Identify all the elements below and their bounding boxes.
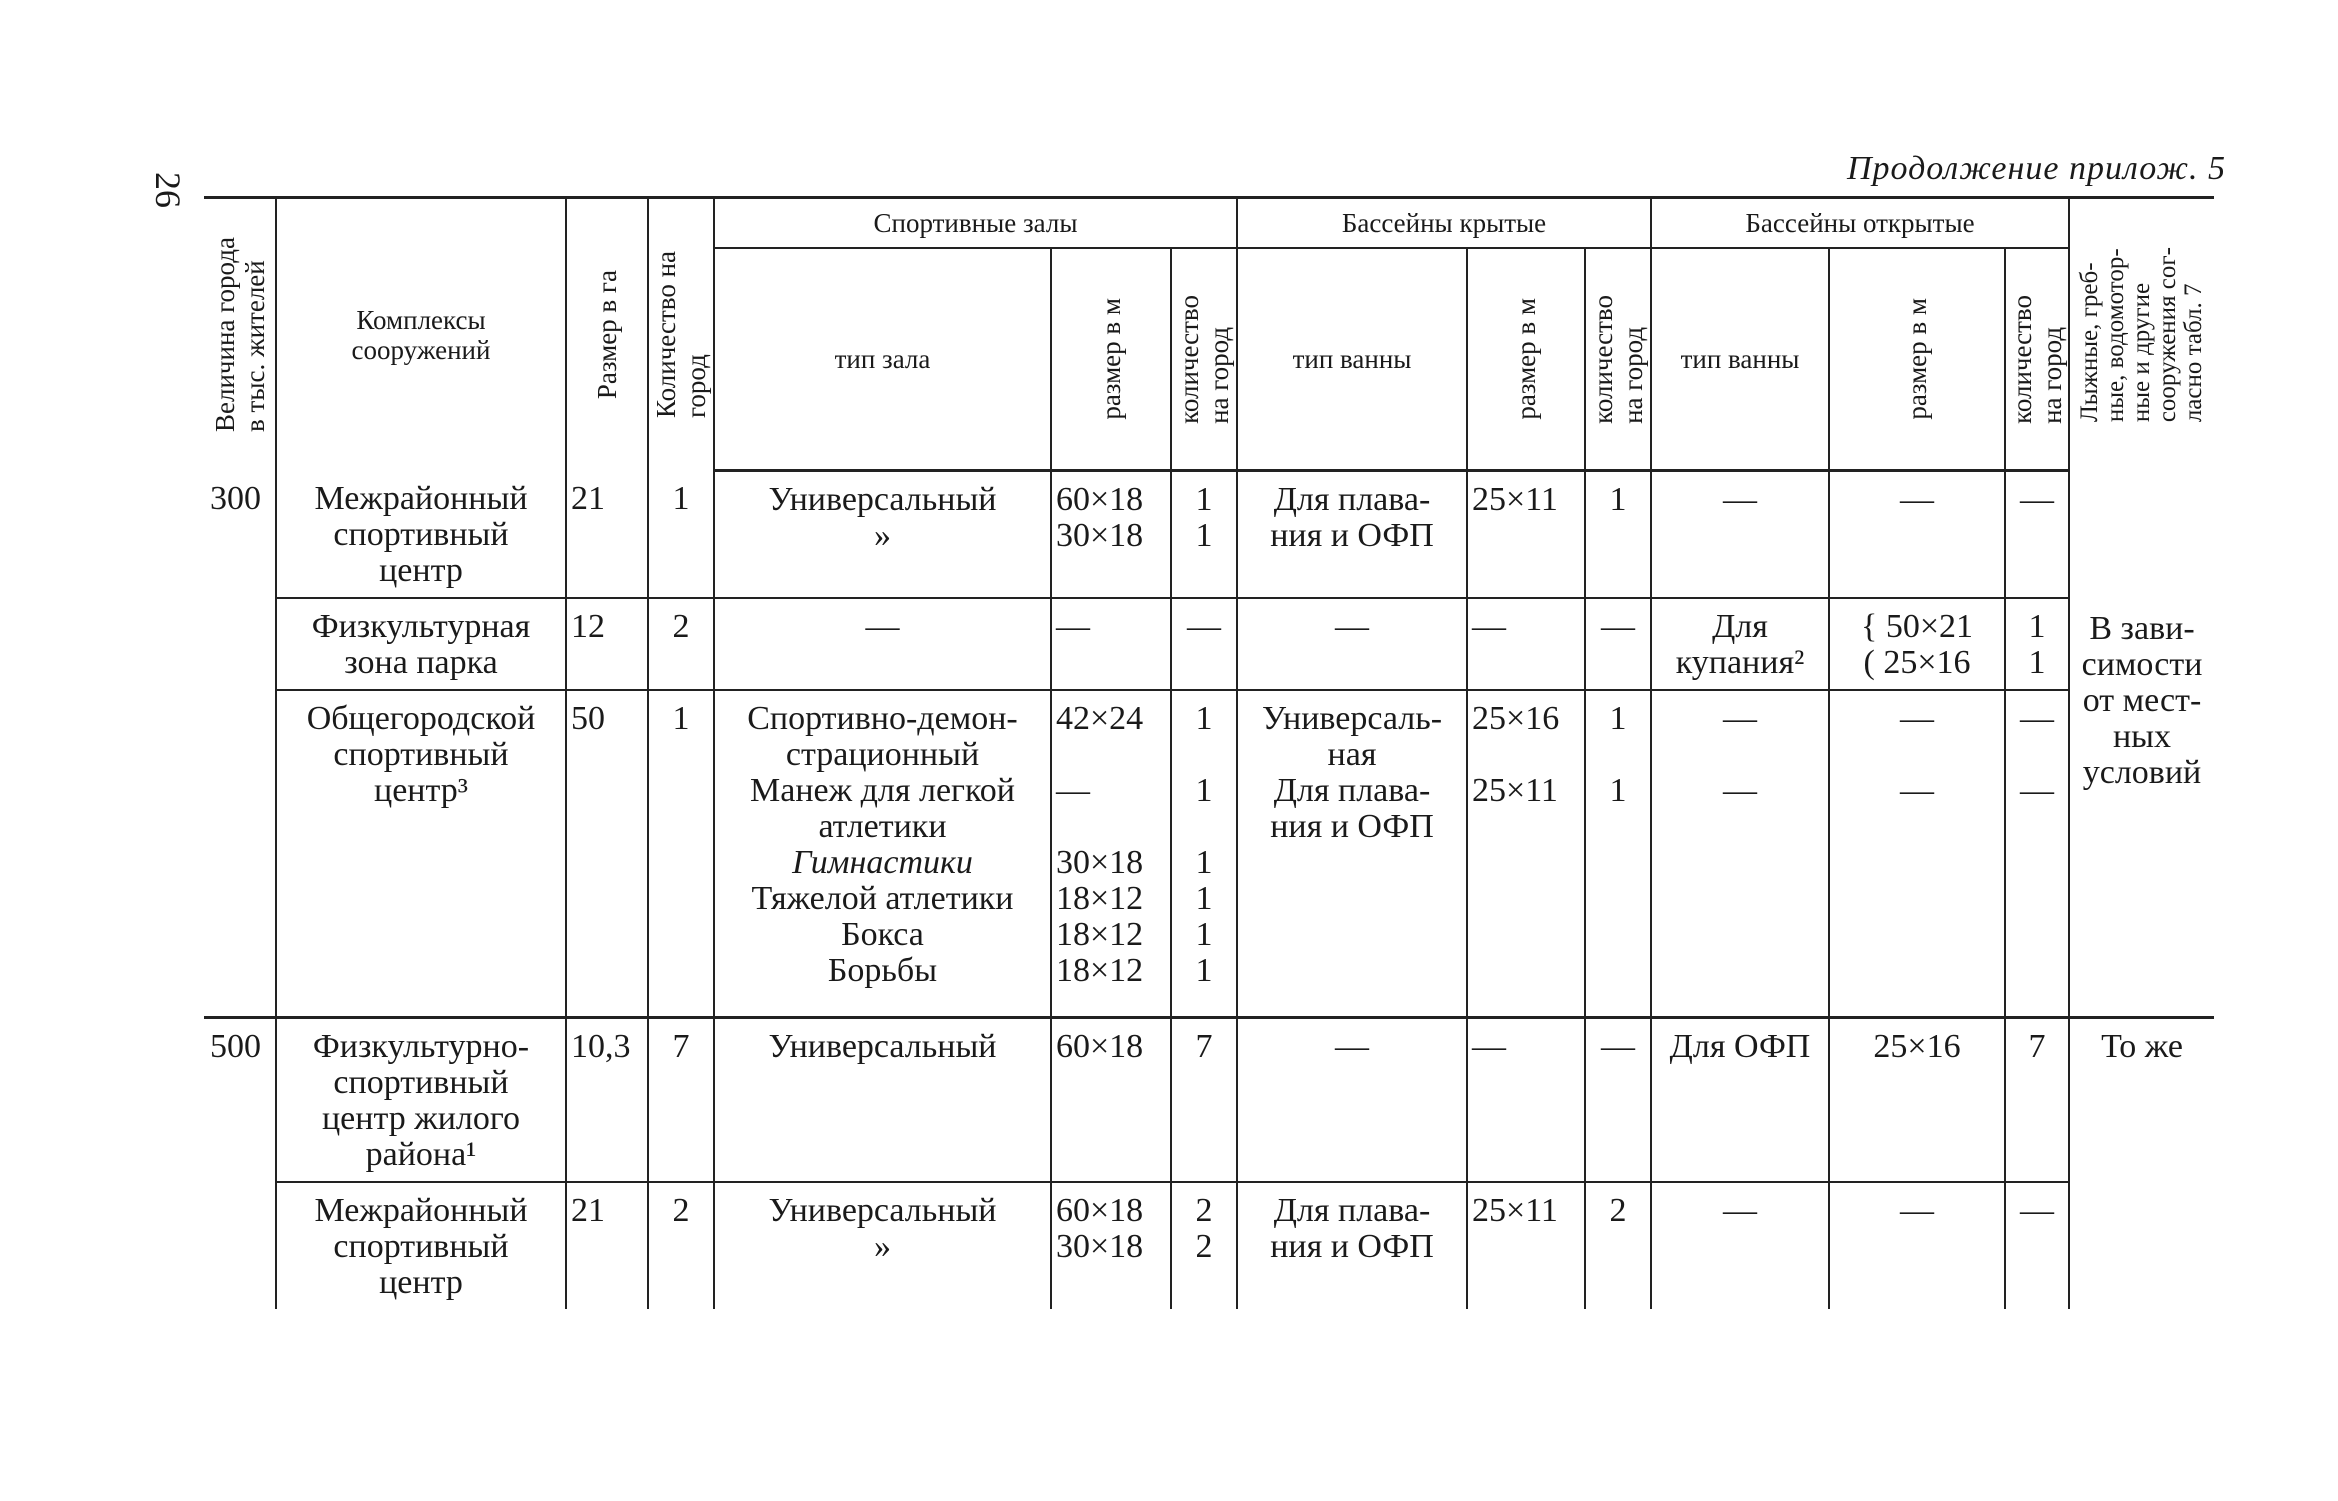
cell-outdoor-type [1651, 1182, 1829, 1309]
cell-line: атлетики [818, 807, 947, 845]
cell-indoor-type [1237, 1018, 1467, 1183]
cell-outdoor-qty [2005, 690, 2069, 1018]
cell-line: спортивный [333, 1064, 509, 1101]
header-outdoor-bath-type: тип ванны [1651, 248, 1829, 471]
cell-hall-qty [1171, 471, 1237, 598]
cell-line: — [1335, 1028, 1370, 1065]
cell-line: Межрайонный [314, 1192, 528, 1229]
cell-line: — [1335, 607, 1370, 645]
cell-outdoor-size [1829, 690, 2005, 1018]
cell-line [1586, 737, 1650, 773]
header-outdoor-qty: количество на город [2005, 248, 2069, 471]
cell-hall-qty [1171, 598, 1237, 690]
cell-line: — [1472, 1028, 1507, 1065]
cell-line: Для плава- [1273, 771, 1431, 809]
cell-line: спортивный [333, 1228, 509, 1265]
header-indoor-size: размер в м [1467, 248, 1585, 471]
cell-line: — [2020, 1192, 2055, 1229]
cell-line: Манеж для легкой [750, 771, 1015, 809]
cell-line: страционный [785, 735, 980, 773]
cell-line: ная [1327, 735, 1377, 773]
cell-line: Общегородской [306, 699, 536, 737]
cell-line: — [1601, 607, 1636, 645]
cell-line: центр³ [374, 771, 468, 809]
cell-line: спортивный [333, 515, 509, 553]
cell-line: — [865, 607, 900, 645]
header-count-per-city: Количество на город [648, 198, 714, 471]
cell-line: 7 [2028, 1028, 2046, 1065]
header-indoor-pools: Бассейны крытые [1237, 198, 1651, 249]
cell-outdoor-qty [2005, 471, 2069, 598]
cell-line: Физкультурная [311, 607, 531, 645]
cell-count: 7 [648, 1018, 714, 1183]
running-title: Продолжение прилож. 5 [1846, 150, 2226, 187]
cell-line: 18×12 [1056, 951, 1144, 989]
cell-line: ния и ОФП [1270, 517, 1434, 554]
header-size-ha: Размер в га [566, 198, 648, 471]
cell-line: ния и ОФП [1270, 1228, 1434, 1265]
cell-complex [276, 690, 566, 1018]
cell-line: 25×16 [1873, 1028, 1961, 1065]
cell-line: 60×18 [1056, 1192, 1144, 1229]
cell-line: Универсальный [768, 1192, 997, 1229]
cell-other-500: То же [2069, 1018, 2214, 1310]
cell-line: 42×24 [1056, 699, 1144, 737]
cell-hall-size [1051, 690, 1171, 1018]
header-outdoor-size: размер в м [1829, 248, 2005, 471]
cell-line: { 50×21 [1861, 607, 1974, 645]
cell-indoor-qty [1585, 1018, 1651, 1183]
cell-outdoor-size [1829, 598, 2005, 690]
cell-size-ha: 50 [566, 690, 648, 1018]
cell-line [1472, 737, 1584, 773]
cell-line: Гимнастики [792, 843, 973, 881]
cell-line: Для плава- [1273, 1192, 1431, 1229]
cell-line: 1 [1609, 771, 1627, 809]
cell-indoor-qty [1585, 690, 1651, 1018]
cell-line: — [1900, 771, 1935, 809]
cell-line [1652, 737, 1828, 773]
cell-line: 30×18 [1056, 517, 1144, 554]
cell-line: 2 [1195, 1228, 1213, 1265]
cell-hall-size [1051, 598, 1171, 690]
cell-outdoor-type [1651, 1018, 1829, 1183]
cell-line: Межрайонный [314, 479, 528, 517]
table-row [204, 690, 2214, 1018]
cell-indoor-size [1467, 690, 1585, 1018]
cell-line: 1 [2028, 607, 2046, 645]
cell-count: 1 [648, 690, 714, 1018]
cell-line: Универсальный [768, 1028, 997, 1065]
cell-line: — [1601, 1028, 1636, 1065]
cell-indoor-size [1467, 1018, 1585, 1183]
cell-line: симости [2081, 645, 2203, 683]
cell-line: 1 [1609, 481, 1627, 518]
cell-line: зона парка [344, 643, 498, 681]
cell-count: 2 [648, 1182, 714, 1309]
cell-hall-qty [1171, 1182, 1237, 1309]
cell-outdoor-type [1651, 690, 1829, 1018]
cell-line: Спортивно-демон- [747, 699, 1018, 737]
cell-complex [276, 471, 566, 598]
cell-line: 30×18 [1056, 1228, 1144, 1265]
cell-line: Универсальный [768, 481, 997, 518]
cell-line: Для ОФП [1669, 1028, 1811, 1065]
cell-city [204, 598, 276, 690]
cell-other-300 [2069, 471, 2214, 1018]
header-hall-qty: количество на город [1171, 248, 1237, 471]
cell-outdoor-size [1829, 1182, 2005, 1309]
cell-size-ha: 21 [566, 471, 648, 598]
cell-line [1056, 809, 1170, 845]
cell-line: — [1900, 699, 1935, 737]
cell-indoor-qty [1585, 598, 1651, 690]
cell-outdoor-qty [2005, 598, 2069, 690]
cell-line: 2 [1195, 1192, 1213, 1229]
cell-line: Физкультурно- [312, 1028, 530, 1065]
cell-line: — [2020, 699, 2055, 737]
cell-line: — [1472, 607, 1507, 645]
cell-line: 1 [1195, 771, 1213, 809]
cell-indoor-type [1237, 598, 1467, 690]
cell-line: 1 [1195, 915, 1213, 953]
cell-hall-type [714, 598, 1051, 690]
cell-line: ния и ОФП [1270, 807, 1434, 845]
table-row [204, 1182, 2214, 1309]
cell-line: 1 [1195, 843, 1213, 881]
cell-indoor-size [1467, 471, 1585, 598]
cell-line: условий [2082, 753, 2202, 791]
header-indoor-bath-type: тип ванны [1237, 248, 1467, 471]
cell-city [204, 690, 276, 1018]
cell-line: — [1723, 1192, 1758, 1229]
cell-line: В зави- [2089, 609, 2195, 647]
cell-line: » [874, 1228, 891, 1265]
cell-city: 300 [210, 479, 261, 517]
header-other: Лыжные, греб- ные, водомотор- ные и другие сооружения сог- ласно табл. 7 [2069, 198, 2214, 471]
cell-line: 1 [2028, 643, 2046, 681]
cell-line: 60×18 [1056, 1028, 1144, 1065]
table-row [204, 1018, 2214, 1183]
cell-line: — [2020, 771, 2055, 809]
cell-line [2006, 737, 2068, 773]
cell-line: 1 [1609, 699, 1627, 737]
cell-line: 18×12 [1056, 915, 1144, 953]
cell-line: центр [379, 551, 463, 589]
cell-line: 1 [1195, 481, 1213, 518]
cell-line: » [874, 517, 891, 554]
cell-line [1056, 737, 1170, 773]
cell-line: 25×11 [1472, 1192, 1558, 1229]
cell-hall-size [1051, 1018, 1171, 1183]
cell-count: 2 [648, 598, 714, 690]
header-city-size: Величина города в тыс. жителей [204, 198, 276, 471]
cell-hall-qty [1171, 690, 1237, 1018]
cell-hall-type [714, 471, 1051, 598]
cell-line: Для [1712, 607, 1768, 645]
header-indoor-qty: количество на город [1585, 248, 1651, 471]
cell-indoor-qty [1585, 471, 1651, 598]
cell-hall-type [714, 1018, 1051, 1183]
cell-hall-type [714, 1182, 1051, 1309]
cell-line: Тяжелой атлетики [751, 879, 1014, 917]
cell-indoor-size [1467, 598, 1585, 690]
cell-line: — [1723, 771, 1758, 809]
cell-line: 30×18 [1056, 843, 1144, 881]
cell-count: 1 [648, 471, 714, 598]
cell-line: Бокса [841, 915, 924, 953]
cell-complex [276, 1018, 566, 1183]
cell-line: центр [379, 1264, 463, 1301]
cell-line: 18×12 [1056, 879, 1144, 917]
cell-line: купания² [1675, 643, 1805, 681]
header-sport-halls: Спортивные залы [714, 198, 1237, 249]
cell-line: 1 [1195, 699, 1213, 737]
cell-line: ных [2112, 717, 2172, 755]
cell-line: 25×11 [1472, 771, 1558, 809]
cell-line: 2 [1609, 1192, 1627, 1229]
cell-line: — [1900, 1192, 1935, 1229]
cell-line: ( 25×16 [1863, 643, 1971, 681]
header-hall-type: тип зала [714, 248, 1051, 471]
cell-hall-qty [1171, 1018, 1237, 1183]
appendix-table [204, 196, 2214, 1309]
cell-line: Борьбы [827, 951, 938, 989]
cell-line: — [1723, 481, 1758, 518]
table-row [204, 471, 2214, 598]
cell-outdoor-qty [2005, 1182, 2069, 1309]
cell-line: 60×18 [1056, 481, 1144, 518]
cell-outdoor-type [1651, 471, 1829, 598]
cell-line: — [1723, 699, 1758, 737]
header-complexes: Комплексы сооружений [276, 198, 566, 471]
cell-size-ha: 10,3 [566, 1018, 648, 1183]
cell-line: 1 [1195, 517, 1213, 554]
cell-hall-type [714, 690, 1051, 1018]
cell-outdoor-type [1651, 598, 1829, 690]
cell-indoor-size [1467, 1182, 1585, 1309]
cell-line: — [2020, 481, 2055, 518]
cell-city: 500 [204, 1018, 276, 1183]
cell-city [204, 1182, 276, 1309]
cell-hall-size [1051, 1182, 1171, 1309]
cell-hall-size [1051, 471, 1171, 598]
cell-indoor-type [1237, 690, 1467, 1018]
cell-line: Для плава- [1273, 481, 1431, 518]
cell-line: 1 [1195, 879, 1213, 917]
cell-size-ha: 12 [566, 598, 648, 690]
cell-line: района¹ [365, 1136, 477, 1173]
cell-line [1172, 737, 1236, 773]
cell-complex [276, 1182, 566, 1309]
cell-line: от мест- [2082, 681, 2202, 719]
cell-line: 25×16 [1472, 699, 1560, 737]
cell-indoor-type [1237, 1182, 1467, 1309]
cell-line: — [1056, 607, 1090, 645]
header-hall-size: размер в м [1051, 248, 1171, 471]
cell-line: 1 [1195, 951, 1213, 989]
header-outdoor-pools: Бассейны открытые [1651, 198, 2069, 249]
cell-line: 25×11 [1472, 481, 1558, 518]
cell-line [1172, 809, 1236, 845]
page-number: 26 [148, 172, 188, 208]
cell-line: 7 [1195, 1028, 1213, 1065]
cell-line: — [1900, 481, 1935, 518]
cell-line: — [1187, 607, 1221, 645]
cell-line: Универсаль- [1261, 699, 1443, 737]
cell-complex [276, 598, 566, 690]
cell-outdoor-size [1829, 471, 2005, 598]
cell-line: — [1056, 771, 1090, 809]
cell-size-ha: 21 [566, 1182, 648, 1309]
table-row [204, 598, 2214, 690]
cell-line: центр жилого [321, 1100, 520, 1137]
cell-outdoor-size [1829, 1018, 2005, 1183]
cell-indoor-qty [1585, 1182, 1651, 1309]
cell-indoor-type [1237, 471, 1467, 598]
cell-line [1830, 737, 2004, 773]
cell-outdoor-qty [2005, 1018, 2069, 1183]
cell-line: спортивный [333, 735, 509, 773]
